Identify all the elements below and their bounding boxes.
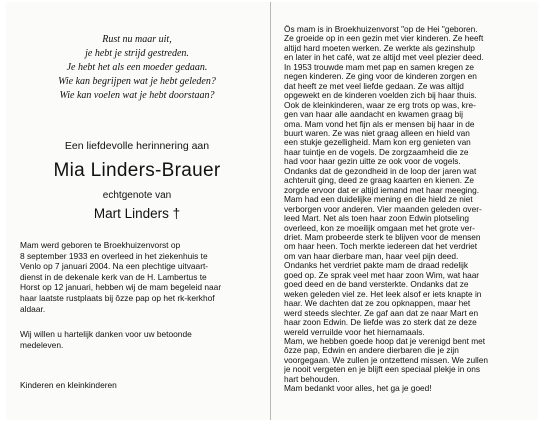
story-line: achteruit ging, deed ze graag kaarten en kienen. Ze [284, 176, 475, 186]
card-fold-line [270, 2, 271, 420]
poem-line: Rust nu maar uit, [102, 34, 172, 45]
deceased-name: Mia Linders-Brauer [53, 160, 221, 181]
poem [6, 33, 268, 103]
story-line: een stukje gezelligheid. Mam kon erg genieten van [284, 138, 471, 148]
story-line: haar. We dachten dat ze zou opknappen, maar het [284, 299, 471, 309]
story-line: driet. Mam probeerde sterk te blijven voor de mensen [284, 232, 481, 242]
story-line: zorgde ervoor dat er altijd iemand met haar meeging. [284, 185, 480, 195]
story-line: verborgen voor anderen. Vier maanden geleden over- [284, 204, 482, 214]
story-line: oma. Mam vond het fijn als er mensen bij haar in de [284, 119, 475, 129]
story-line: om haar heen. Toch merkte iedereen dat het verdriet [284, 242, 478, 252]
family-signature: Kinderen en kleinkinderen [20, 380, 117, 390]
poem-line: Je hebt het als een moeder gedaan. [66, 62, 208, 73]
bio-line: 8 september 1933 en overleed in het ziekenhuis te [20, 250, 208, 261]
thanks-note [20, 329, 258, 350]
story-line: goed op. Ze sprak veel met haar zoon Wim, wat haar [284, 270, 480, 280]
spouse-label: echtgenote van [102, 190, 172, 201]
bio-line: haar laatste rustplaats bij ôzze pap op het rk-kerkhof [20, 292, 215, 303]
story-line: gen van haar alle aandacht en kwamen graag bij [284, 110, 463, 120]
story-line: ôzze pap, Edwin en andere dierbaren die je zijn [284, 346, 459, 356]
story-line: weken geleden viel ze. Het leek alsof er iets knapte in [284, 289, 482, 299]
bio-line: Venlo op 7 januari 2004. Na een plechtige uitvaart- [20, 261, 209, 272]
poem-line: Wie kan begrijpen wat je hebt geleden? [58, 76, 216, 87]
story-line: wereld verruilde voor het hiernamaals. [284, 327, 425, 337]
story-line: Ondanks het verdriet pakte mam de draad redelijk [284, 261, 469, 271]
story-line: negen kinderen. Ze ging voor de kinderen zorgen en [284, 72, 477, 82]
bio-line: dienst in de dekenale kerk van de H. Lambertus te [20, 271, 207, 282]
bio-line: aldaar. [20, 303, 46, 314]
biography [20, 240, 258, 314]
right-page [276, 2, 538, 420]
spouse-name: Mart Linders † [93, 206, 181, 221]
story-line: Mam bedankt voor alles, het ga je goed! [284, 384, 432, 394]
story-line: Ze groeide op in een gezin met vier kinderen. Ze heeft [284, 34, 484, 44]
poem-line: Wie kan voelen wat je hebt doorstaan? [59, 90, 215, 101]
story-line: goed deed en de band versterkte. Ondanks dat ze [284, 280, 469, 290]
story-line: leed Mart. Net als toen haar zoon Edwin plotseling [284, 214, 469, 224]
story-line: buurt waren. Ze was niet graag alleen en hield van [284, 128, 470, 138]
story-line: haar tuintje en de vogels. De zorgzaamheid die ze [284, 147, 469, 157]
story-line: haar zoon Edwin. De liefde was zo sterk dat ze deze [284, 318, 477, 328]
story-line: om van haar dierbare man, haar veel pijn deed. [284, 251, 459, 261]
story-line: Ook de kleinkinderen, waar ze erg trots op was, kre- [284, 100, 476, 110]
story-line: Ôs mam is in Broekhuizenvorst "op de Hei "geboren. [284, 25, 478, 34]
story-line: overleed, kon ze moeilijk omgaan met het grote ver- [284, 223, 475, 233]
story-line: voorgegaan. We zullen je ontzettend missen. We zullen [284, 355, 489, 365]
story-line: dat heeft ze met veel liefde gedaan. Ze was altijd [284, 81, 464, 91]
story-line: altijd hard moeten werken. Ze werkte als gezinshulp [284, 43, 475, 53]
remembrance-heading: Een liefdevolle herinnering aan [64, 140, 210, 152]
story-line: had voor haar gezin uitte ze ook voor de vogels. [284, 157, 461, 167]
poem-line: je hebt je strijd gestreden. [85, 48, 189, 59]
story-line: Mam had een duidelijke mening en die hield ze niet [284, 195, 473, 205]
bio-line: Horst op 12 januari, hebben wij de mam begeleid naar [20, 282, 222, 293]
story-line: Mam, we hebben goede hoop dat je verenigd bent met [284, 336, 486, 346]
story-line: Ondanks dat de gezondheid in de loop der jaren wat [284, 166, 477, 176]
story-line: en later in het café, wat ze altijd met veel plezier deed. [284, 53, 484, 63]
left-page [6, 2, 268, 420]
story-line: In 1953 trouwde mam met pap en samen kregen ze [284, 62, 475, 72]
thanks-line: Wij willen u hartelijk danken voor uw betoonde [20, 329, 192, 339]
story-line: opgewekt en de kinderen voelden zich bij haar thuis. [284, 91, 477, 101]
life-story [284, 25, 534, 394]
thanks-line: medeleven. [20, 339, 64, 350]
story-line: je nooit vergeten en je blijft een speciaal plekje in ons [284, 365, 481, 375]
story-line: werd steeds slechter. Ze gaf aan dat ze naar Mart en [284, 308, 479, 318]
story-line: hart behouden. [284, 374, 340, 384]
bio-line: Mam werd geboren te Broekhuizenvorst op [20, 240, 181, 250]
